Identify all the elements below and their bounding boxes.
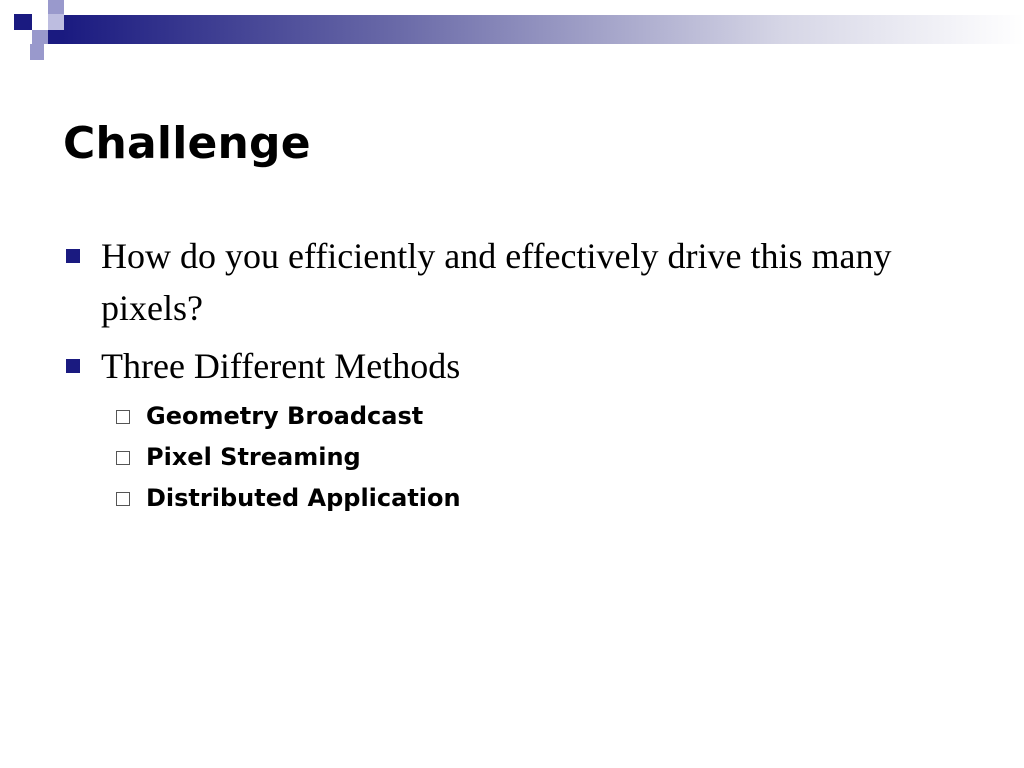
filled-square-bullet-icon (66, 359, 80, 373)
slide-title: Challenge (63, 118, 311, 169)
bullet-text: Three Different Methods (101, 346, 461, 386)
bullet-text: How do you efficiently and effectively drive this many pixels? (101, 236, 892, 328)
bullet-item (63, 230, 963, 334)
hollow-square-bullet-icon (116, 410, 130, 424)
sub-bullet-text: Distributed Application (146, 484, 461, 512)
filled-square-bullet-icon (66, 249, 80, 263)
sub-bullet-item (106, 396, 963, 437)
decor-square (48, 30, 62, 44)
sub-bullet-text: Geometry Broadcast (146, 402, 424, 430)
decor-square (14, 14, 32, 30)
hollow-square-bullet-icon (116, 492, 130, 506)
sub-bullet-item (106, 437, 963, 478)
decor-square (48, 14, 64, 30)
decor-square (32, 30, 48, 44)
decor-square (30, 44, 44, 60)
sub-bullet-item (106, 478, 963, 519)
header-decoration (0, 0, 1024, 64)
sub-bullet-text: Pixel Streaming (146, 443, 361, 471)
bullet-list (63, 230, 963, 519)
hollow-square-bullet-icon (116, 451, 130, 465)
header-gradient-band (0, 0, 1024, 64)
decor-square (48, 0, 64, 14)
sub-bullet-list (106, 396, 963, 519)
bullet-item (63, 340, 963, 392)
